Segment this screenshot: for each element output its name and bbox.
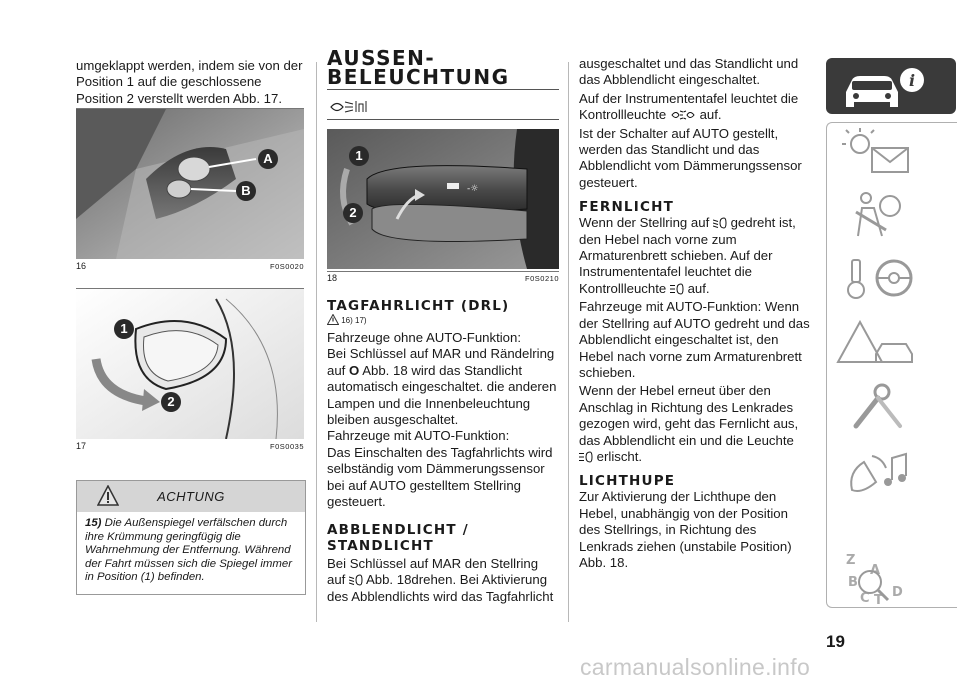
drl-heading: TAGFAHRLICHT (DRL) (327, 298, 510, 314)
intro-paragraph: umgeklappt werden, indem sie von der Position 1 auf die geschlossene Position 2 verstellt werden Abb. 17. (76, 58, 303, 106)
tab-car-info[interactable] (826, 58, 956, 114)
paragraph (579, 383, 811, 465)
alphabet-index-icon (826, 550, 956, 606)
wrench-tools-icon (826, 378, 956, 434)
airbag-seat-icon (826, 186, 956, 242)
index-letter: D (892, 585, 903, 600)
section-title-line2: BELEUCHTUNG (327, 65, 510, 89)
figure-code: F0S0020 (270, 262, 304, 271)
text-span: Bei Schlüssel auf MAR und Rändelring auf (327, 346, 555, 378)
tab-index[interactable] (826, 550, 956, 606)
drl-refs (327, 314, 367, 325)
column-separator (568, 62, 569, 622)
callout-1: 1 (349, 146, 369, 166)
side-light-indicator-icon (670, 109, 696, 121)
callout-b: B (236, 181, 256, 201)
text-span: Abb. 18 wird das Standlicht automatisch eingeschaltet. die anderen Lampen und die Innenbeleuchtung bleiben ausgeschaltet. (327, 362, 557, 428)
figure-17 (76, 288, 304, 459)
warning-light-message-icon (826, 122, 956, 178)
mirror-control-illustration (76, 109, 304, 259)
abblend-text (327, 556, 559, 605)
column-right (579, 56, 811, 571)
paragraph: Fahrzeuge ohne AUTO-Funktion: (327, 330, 522, 345)
abblend-heading-line2: STANDLICHT (327, 538, 434, 554)
section-title-line1: AUSSEN- (327, 46, 436, 70)
index-letter: A (870, 563, 881, 578)
index-letter: C (860, 591, 870, 606)
watermark: carmanualsonline.info (580, 654, 811, 680)
high-beam-icon (670, 283, 684, 295)
warning-header (77, 481, 305, 512)
callout-1: 1 (114, 319, 134, 339)
drl-refs-text: 16) 17) (341, 316, 367, 325)
text-span: auf. (695, 107, 722, 123)
text-span: Auf der Instrumententafel leuchtet die Kontrollleuchte (579, 90, 799, 123)
paragraph: Das Einschalten des Tagfahrlichts wird selbständig vom Dämmerungssensor bei auf AUTO gestelltem Stellring gesteuert. (327, 444, 553, 510)
warning-body: Die Außenspiegel verfälschen durch ihre Krümmung geringfügig die Wahrnehmung der Entfernung. Während der Fahrt müssen sich die Spiegel immer in Position (1) befinden. (85, 517, 293, 584)
warning-title: ACHTUNG (157, 489, 225, 504)
fernlicht-heading: FERNLICHT (579, 199, 674, 216)
text-span: Wenn der Stellring auf (579, 215, 710, 231)
page-number: 19 (826, 632, 845, 651)
title-rule (327, 89, 559, 90)
tab-emergency[interactable] (826, 314, 956, 370)
text-span: Abb. 18drehen. Bei Aktivierung des Abblendlichts wird das Tagfahrlicht (327, 572, 554, 604)
figure-16 (76, 108, 304, 277)
paragraph (327, 346, 559, 428)
tab-start-driving[interactable] (826, 250, 956, 306)
paragraph (579, 91, 811, 124)
figure-code: F0S0210 (525, 274, 559, 283)
column-separator (316, 62, 317, 622)
lichthupe-heading: LICHTHUPE (579, 473, 676, 490)
figure-number: 17 (76, 441, 87, 451)
callout-2: 2 (343, 203, 363, 223)
figure-code: F0S0035 (270, 442, 304, 451)
ring-position-o: O (349, 362, 360, 378)
abblend-heading-line1: ABBLENDLICHT / (327, 522, 469, 538)
key-steering-wheel-icon (826, 250, 956, 306)
paragraph: Fahrzeuge mit AUTO-Funktion: Wenn der Stellring auf AUTO gedreht und das Abblendlicht eingeschaltet ist, den Hebel nach vorne zum Armaturenbrett schieben. (579, 299, 810, 380)
text-span: auf. (683, 280, 710, 296)
warning-ref: 15) (85, 517, 102, 529)
tab-maintenance[interactable] (826, 378, 956, 434)
low-beam-icon (713, 217, 727, 229)
tab-safety[interactable] (826, 186, 956, 242)
tab-warning-lights[interactable] (826, 122, 956, 178)
car-info-icon (826, 58, 956, 114)
index-letter: B (848, 575, 858, 590)
text-span: gedreht ist, den Hebel nach vorne zum Armaturenbrett schieben. Auf der Instrumententafel leuchtet die Kontrollleuchte (579, 215, 796, 296)
satellite-music-icon (826, 442, 956, 498)
folding-mirror-illustration (76, 289, 304, 439)
title-rule (327, 119, 559, 120)
figure-rule (327, 271, 559, 272)
figure-18 (327, 129, 559, 287)
paragraph: Ist der Schalter auf AUTO gestellt, werden das Standlicht und das Abblendlicht vom Dämmerungssensor gesteuert. (579, 125, 802, 190)
callout-a: A (258, 149, 278, 169)
tab-multimedia[interactable] (826, 442, 956, 498)
warning-triangle-car-icon (826, 314, 956, 370)
figure-number: 18 (327, 273, 338, 283)
high-beam-icon (579, 451, 593, 463)
headlight-symbol-icon (329, 98, 371, 116)
callout-2: 2 (161, 392, 181, 412)
svg-text:-☼: -☼ (467, 184, 479, 194)
warning-small-icon (327, 314, 339, 325)
paragraph: ausgeschaltet und das Standlicht und das Abblendlicht eingeschaltet. (579, 56, 799, 88)
text-span: erlischt. (593, 448, 643, 464)
svg-text:i: i (908, 71, 916, 90)
text-span: Wenn der Hebel erneut über den Anschlag in Richtung des Lenkrades gezogen wird, geht das Fernlicht aus, das Abblendlicht ein und die Leuchte (579, 383, 799, 448)
figure-number: 16 (76, 261, 87, 271)
text-span: Bei Schlüssel auf MAR den Stellring auf (327, 556, 539, 588)
warning-box (76, 480, 306, 595)
index-letter: T (874, 593, 883, 606)
paragraph: Fahrzeuge mit AUTO-Funktion: (327, 428, 510, 444)
drl-text (327, 330, 559, 510)
paragraph (579, 215, 811, 297)
paragraph (327, 556, 559, 605)
low-beam-icon (349, 574, 363, 586)
paragraph: Zur Aktivierung der Lichthupe den Hebel, unabhängig von der Position des Stellrings, in Richtung des Lenkrads ziehen (unstabile Position) Abb. 18. (579, 489, 792, 570)
warning-text (77, 512, 305, 585)
index-letter: Z (846, 553, 856, 568)
